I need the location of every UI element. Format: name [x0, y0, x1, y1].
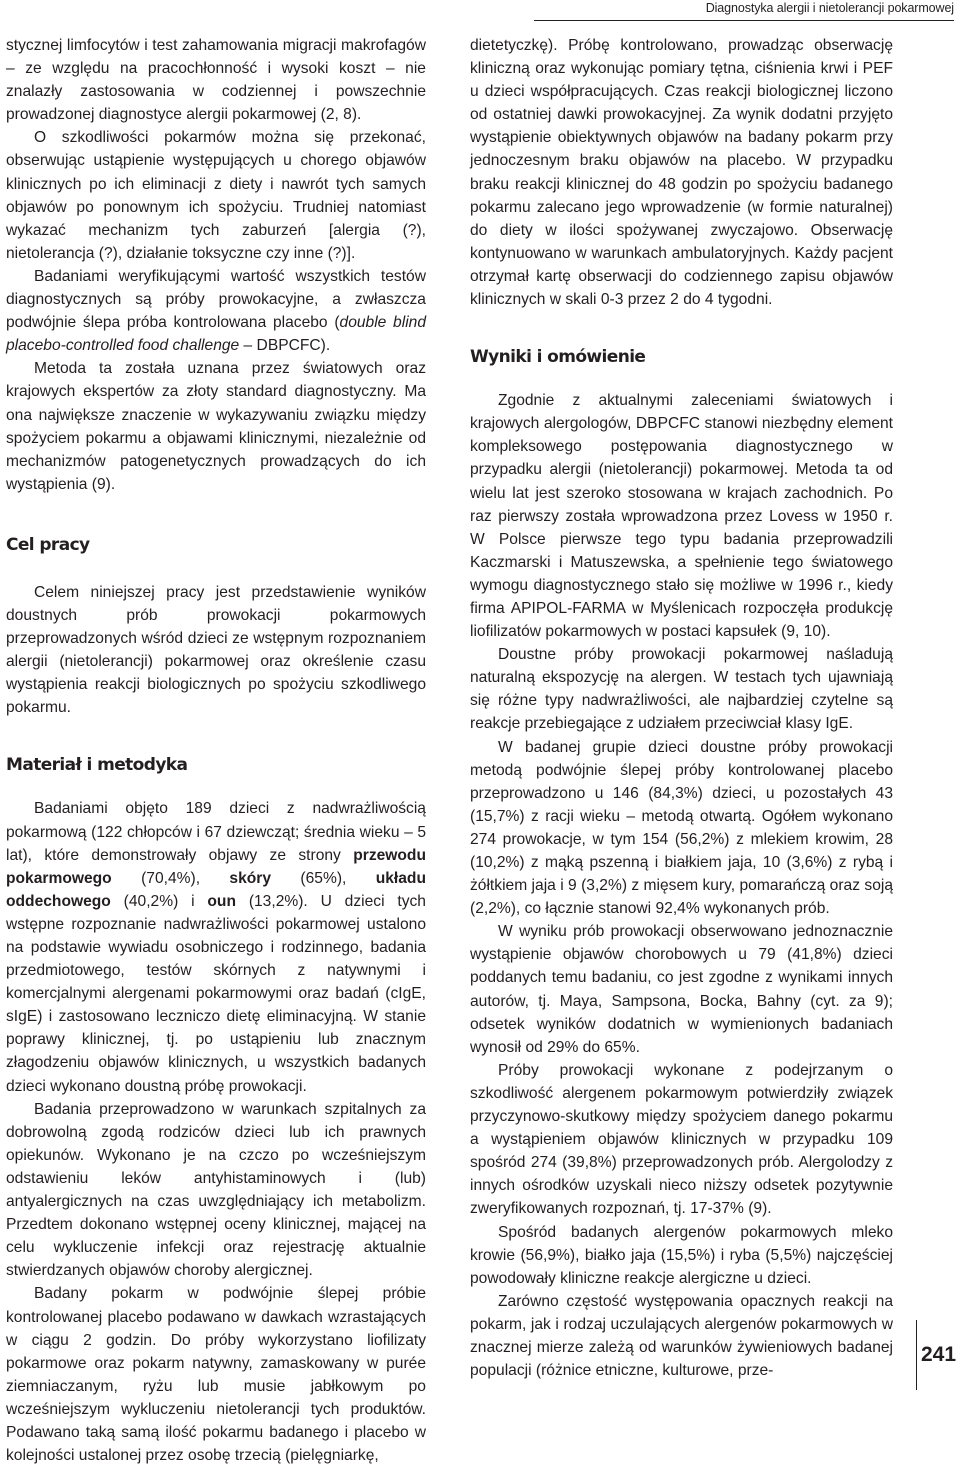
text-run: – DBPCFC). [239, 337, 331, 355]
paragraph: Celem niniejszej pracy jest przedstawienie wyników doustnych prób prowokacji pokarmowych przeprowadzonych wśród dzieci ze wstępnym rozpoznaniem alergii (nietolerancji) pokarmowej oraz określenie czasu wystąpienia reakcji biologicznych po spożyciu szkodliwego pokarmu. [6, 583, 426, 717]
paragraph: Doustne próby prowokacji pokarmowej naśladują naturalną ekspozycję na alergen. W testach tych ujawniają się różne typy nadwrażliwości, ale najbardziej czytelne są reakcje przebiegające z udziałem przeciwciał klasy IgE. [470, 646, 893, 733]
section-heading-wyniki-i-omowienie: Wyniki i omówienie [470, 347, 646, 368]
section-heading-cel-pracy: Cel pracy [6, 534, 90, 555]
running-header [534, 0, 954, 21]
paragraph: stycznej limfocytów i test zahamowania migracji makrofagów – ze względu na pracochłonność i wysoki koszt – nie znalazły zastosowania w codziennej i powszechnie prowadzonej diagnostyce alergii pokarmowej (2, 8). [6, 37, 426, 124]
paragraph: Metoda ta została uznana przez światowych oraz krajowych ekspertów za złoty standard diagnostyczny. Ma ona największe znaczenie w wykazywaniu związku między spożyciem pokarmu a objawami klinicznymi, niezależnie od mechanizmów patogenetycznych prowadzących do ich wystąpienia (9). [6, 360, 426, 493]
bold-term: skóry [229, 869, 272, 887]
paragraph [6, 265, 426, 357]
paragraph: Próby prowokacji wykonane z podejrzanym o szkodliwość alergenem pokarmowym potwierdziły związek przyczynowo-skutkowy między spożyciem danego pokarmu a wystąpieniem objawów klinicznych w przypadku 109 spośród 274 (39,8%) przeprowadzonych prób. Alergolodzy z innych ośrodków uzyskali nieco niższy odsetek pozytywnie zweryfikowanych rozpoznań, tj. 17-37% (9). [470, 1061, 893, 1218]
bold-term: układu oddechowego [6, 869, 426, 910]
paragraph: Zarówno częstość występowania opacznych reakcji na pokarm, jak i rodzaj uczulających alergenów pokarmowych w znacznej mierze zależą od warunków żywieniowych badanej populacji (różnice etniczne, kulturowe, prze- [470, 1292, 893, 1380]
text-run: (13,2%). U dzieci tych wstępne rozpoznanie nadwrażliwości pokarmowej ustalono na podstawie wywiadu osobniczego i rodzinnego, badania przedmiotowego, testów skórnych z natywnymi i komercjalnymi alergenami pokarmowymi oraz badań (cIgE, sIgE) i zastosowano leczniczo dietę eliminacyjną. W stanie poprawy klinicznej, tj. po ustąpieniu lub znacznym złagodzeniu objawów klinicznych, u wszystkich badanych dzieci wykonano doustną próbę prowokacji. [6, 892, 426, 1095]
bold-term: oun [207, 892, 236, 910]
page-number: 241 [916, 1320, 960, 1390]
paragraph: Badania przeprowadzono w warunkach szpitalnych za dobrowolną zgodą rodziców dzieci lub ich prawnych opiekunów. Wykonano je na czczo po wcześniejszym odstawieniu leków antyhistaminowych i (lub) antyalergicznych na czas uwzględniający ich metabolizm. Przedtem dokonano wstępnej oceny klinicznej, mającej na celu wykluczenie infekcji oraz rejestrację aktualnie stwierdzanych objawów choroby alergicznej. [6, 1100, 426, 1280]
text-run: (70,4%), [111, 869, 230, 887]
italic-term: double blind placebo-controlled food challenge [6, 314, 426, 355]
paragraph: W wyniku prób prowokacji obserwowano jednoznacznie wystąpienie objawów chorobowych u 79 (41,8%) dzieci poddanych temu badaniu, co jest zgodne z wynikami innych autorów, tj. Maya, Sampsona, Bocka, Bahny (cyt. za 9); odsetek wyników dodatnich w wymienionych badaniach wynosił od 29% do 65%. [470, 923, 893, 1056]
text-run: (40,2%) i [110, 892, 208, 910]
paragraph [6, 797, 426, 1097]
paragraph: Spośród badanych alergenów pokarmowych mleko krowie (56,9%), białko jaja (15,5%) i ryba (5,5%) najczęściej powodowały kliniczne reakcje alergiczne u dzieci. [470, 1223, 893, 1287]
right-column [470, 34, 893, 1382]
text-run: Badaniami weryfikującymi wartość wszystkich testów diagnostycznych są próby prowokacyjne, a zwłaszcza podwójnie ślepa próba kontrolowana placebo ( [6, 267, 426, 332]
section-heading-material-i-metodyka: Materiał i metodyka [6, 755, 188, 776]
bold-term: przewodu pokarmowego [6, 846, 426, 887]
paragraph: Badany pokarm w podwójnie ślepej próbie kontrolowanej placebo podawano w dawkach wzrastających w ciągu 2 godzin. Do próby wykorzystano liofilizaty pokarmowe oraz pokarm natywny, zamaskowany w purée ziemniaczanym, ryżu lub musie jabłkowym po wcześniejszym wykluczeniu nietolerancji tych produktów. Podawano taką samą ilość pokarmu badanego i placebo w kolejności ustalonej przez osobę trzecią (pielęgniarkę, [6, 1285, 426, 1465]
text-run: (65%), [271, 869, 376, 887]
left-column [6, 34, 426, 1467]
text-run: Badaniami objęto 189 dzieci z nadwrażliwością pokarmową (122 chłopców i 67 dziewcząt; średnia wieku – 5 lat), które demonstrowały objawy ze strony [6, 800, 426, 864]
paragraph: W badanej grupie dzieci doustne próby prowokacji metodą podwójnie ślepej próby kontrolowanej placebo przeprowadzono u 146 (84,3%) dzieci, u pozostałych 43 (15,7%) z racji wieku – metodą otwartą. Ogółem wykonano 274 prowokacje, w tym 154 (56,2%) z mlekiem krowim, 28 (10,2%) z mąką pszenną i białkiem jaja, 10 (3,6%) z rybą i żółtkiem jaja i 9 (3,2%) z mięsem kury, pomarańczą oraz soją (2,2%), co łącznie stanowi 92,4% wykonanych prób. [470, 738, 893, 918]
paragraph: Zgodnie z aktualnymi zaleceniami światowych i krajowych alergologów, DBPCFC stanowi niezbędny element kompleksowego postępowania diagnostycznego w przypadku alergii (nietolerancji) pokarmowej. Metoda ta od wielu lat jest szeroko stosowana w krajach zachodnich. Po raz pierwszy została wprowadzona przez Lovess w 1950 r. W Polsce pierwsze tego typu badania przeprowadzili Kaczmarski i Matuszewska, a spełnienie tego światowego wymogu diagnostycznego stało się możliwe w 1996 r., kiedy firma APIPOL-FARMA w Myślenicach rozpoczęła produkcję liofilizatów pokarmowych w postaci kapsułek (9, 10). [470, 392, 893, 641]
running-title: Diagnostyka alergii i nietolerancji pokarmowej [705, 1, 954, 15]
paragraph: dietetyczkę). Próbę kontrolowano, prowadząc obserwację kliniczną oraz wykonując pomiary tętna, ciśnienia krwi i PEF u dzieci współpracujących. Czas reakcji biologicznej liczono od ostatniej dawki prowokacyjnej. Za wynik dodatni przyjęto wystąpienie obiektywnych objawów na badany pokarm przy jednoczesnym braku objawów na placebo. W przypadku braku reakcji klinicznej do 48 godzin po spożyciu badanego pokarmu zalecano jego wprowadzenie (w formie naturalnej) do diety w ilości spożywanej zwyczajowo. Obserwację kontynuowano w warunkach ambulatoryjnych. Każdy pacjent otrzymał kartę obserwacji do codziennego zapisu objawów klinicznych w skali 0-3 przez 2 do 4 tygodni. [470, 37, 893, 309]
paragraph: O szkodliwości pokarmów można się przekonać, obserwując ustąpienie występujących u chorego objawów klinicznych po ich eliminacji z diety i nawrót tych samych objawów po ponownym ich spożyciu. Trudniej natomiast wykazać mechanizm tych zaburzeń [alergia (?), nietolerancja (?), działanie toksyczne czy inne (?)]. [6, 129, 426, 262]
